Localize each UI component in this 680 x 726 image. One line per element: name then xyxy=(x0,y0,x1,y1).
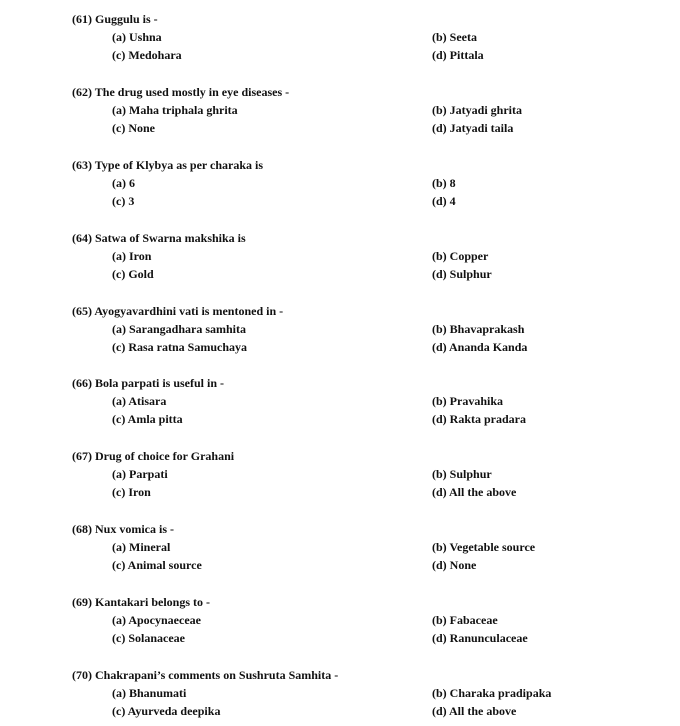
option-b: (b) Fabaceae xyxy=(432,613,498,627)
option-d: (d) Jatyadi taila xyxy=(432,121,514,135)
option-b: (b) Bhavaprakash xyxy=(432,322,525,336)
option-b: (b) Pravahika xyxy=(432,394,504,408)
option-a: (a) Ushna xyxy=(112,30,162,44)
question-65 xyxy=(0,302,680,362)
option-d: (d) 4 xyxy=(432,194,456,208)
question-61 xyxy=(0,10,680,70)
question-63 xyxy=(0,156,680,216)
question-stem: (65) Ayogyavardhini vati is mentoned in - xyxy=(72,304,284,318)
option-b: (b) 8 xyxy=(432,176,456,190)
option-b: (b) Seeta xyxy=(432,30,477,44)
option-c: (c) Animal source xyxy=(112,558,202,572)
option-c: (c) Solanaceae xyxy=(112,631,185,645)
question-stem: (70) Chakrapani’s comments on Sushruta Samhita - xyxy=(72,668,339,682)
option-a: (a) Bhanumati xyxy=(112,686,187,700)
option-a: (a) Apocynaeceae xyxy=(112,613,201,627)
option-c: (c) Ayurveda deepika xyxy=(112,704,221,718)
option-d: (d) Ranunculaceae xyxy=(432,631,528,645)
question-stem: (64) Satwa of Swarna makshika is xyxy=(72,231,246,245)
option-c: (c) 3 xyxy=(112,194,135,208)
option-c: (c) Gold xyxy=(112,267,154,281)
option-c: (c) None xyxy=(112,121,155,135)
question-64 xyxy=(0,229,680,289)
option-a: (a) Iron xyxy=(112,249,152,263)
option-c: (c) Amla pitta xyxy=(112,412,183,426)
option-a: (a) Atisara xyxy=(112,394,167,408)
option-c: (c) Rasa ratna Samuchaya xyxy=(112,340,247,354)
question-68 xyxy=(0,520,680,580)
option-d: (d) Pittala xyxy=(432,48,484,62)
option-a: (a) Mineral xyxy=(112,540,171,554)
option-c: (c) Iron xyxy=(112,485,151,499)
option-d: (d) None xyxy=(432,558,477,572)
question-stem: (63) Type of Klybya as per charaka is xyxy=(72,158,264,172)
question-stem: (68) Nux vomica is - xyxy=(72,522,174,536)
option-a: (a) 6 xyxy=(112,176,135,190)
option-c: (c) Medohara xyxy=(112,48,182,62)
question-stem: (62) The drug used mostly in eye diseases - xyxy=(72,85,290,99)
option-d: (d) All the above xyxy=(432,704,517,718)
option-d: (d) Ananda Kanda xyxy=(432,340,528,354)
question-70 xyxy=(0,666,680,726)
question-62 xyxy=(0,83,680,143)
option-b: (b) Sulphur xyxy=(432,467,492,481)
option-d: (d) All the above xyxy=(432,485,517,499)
question-stem: (67) Drug of choice for Grahani xyxy=(72,449,235,463)
question-stem: (61) Guggulu is - xyxy=(72,12,158,26)
question-66 xyxy=(0,374,680,434)
option-b: (b) Vegetable source xyxy=(432,540,536,554)
option-b: (b) Charaka pradipaka xyxy=(432,686,552,700)
option-d: (d) Sulphur xyxy=(432,267,492,281)
question-stem: (66) Bola parpati is useful in - xyxy=(72,376,225,390)
question-67 xyxy=(0,447,680,507)
option-a: (a) Parpati xyxy=(112,467,168,481)
option-a: (a) Sarangadhara samhita xyxy=(112,322,247,336)
option-b: (b) Jatyadi ghrita xyxy=(432,103,522,117)
question-stem: (69) Kantakari belongs to - xyxy=(72,595,210,609)
question-69 xyxy=(0,593,680,653)
option-d: (d) Rakta pradara xyxy=(432,412,527,426)
option-b: (b) Copper xyxy=(432,249,489,263)
option-a: (a) Maha triphala ghrita xyxy=(112,103,238,117)
